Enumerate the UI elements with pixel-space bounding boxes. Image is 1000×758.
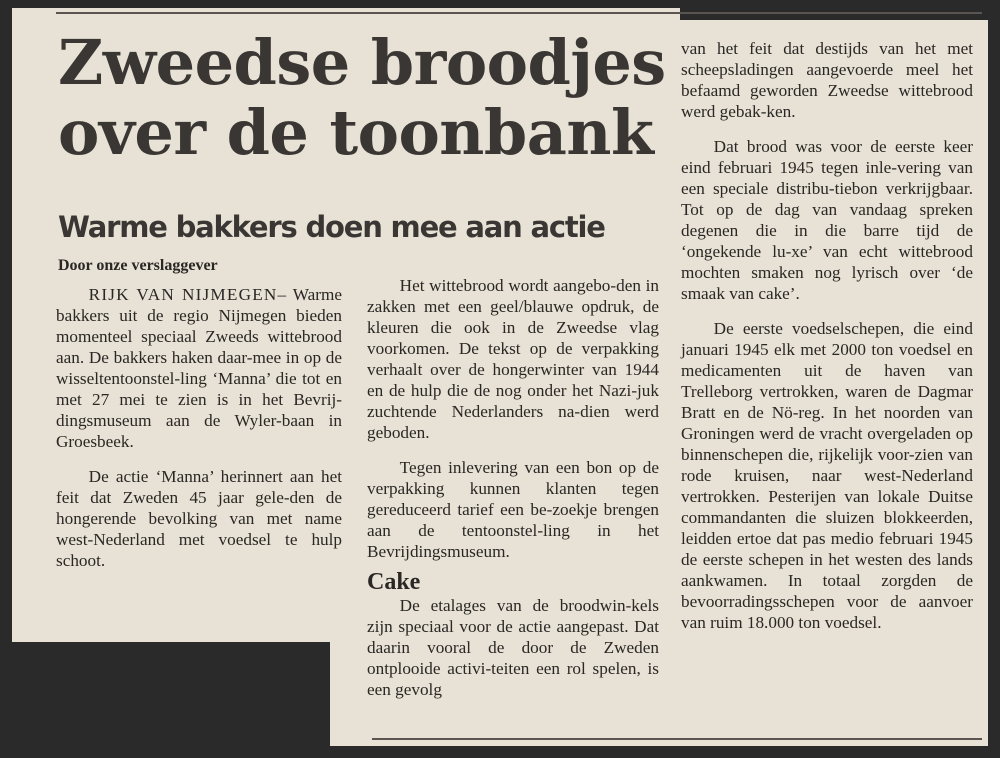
paragraph: van het feit dat destijds van het met scheepsladingen aangevoerde meel het befaamd geworden Zweedse wittebrood werd gebak-ken. (681, 39, 973, 121)
paragraph: Dat brood was voor de eerste keer eind februari 1945 tegen inle-vering van een speciale distribu-tiebon verkrijgbaar. Tot op de dag van vandaag spreken degenen die in die barre tijd de ‘ongekende lu-xe’ van echt wittebrood mochten smaken nog lyrisch over ‘de smaak van cake’. (681, 137, 973, 303)
headline-line-1: Zweedse broodjes (58, 26, 666, 99)
headline-line-2: over de toonbank (58, 96, 654, 169)
paragraph: De eerste voedselschepen, die eind januari 1945 elk met 2000 ton voedsel en medicamenten uit de haven van Trelleborg vertrokken, waren de Dagmar Bratt en de Nö-reg. In het noorden van Groningen werd de vracht overgeladen op binnenschepen die, rijkelijk voor-zien van rode kruisen, naar west-Nederland vertrokken. Pesterijen van lokale Duitse commandanten die sluizen blokkeerden, leidden ertoe dat pas medio februari 1945 de eerste schepen in het westen des lands aankwamen. In totaal zorgden de bevoorradingsschepen voor de aanvoer van ruim 18.000 ton voedsel. (681, 319, 973, 632)
paragraph: De actie ‘Manna’ herinnert aan het feit dat Zweden 45 jaar gele-den de hongerende bevolking van met name west-Nederland met voedsel te hulp schoot. (56, 467, 342, 570)
subheadline: Warme bakkers doen mee aan actie (58, 210, 605, 244)
paragraph-text: Warme bakkers uit de regio Nijmegen bieden momenteel speciaal Zweeds wittebrood aan. De bakkers haken daar-mee in op de wisseltentoonstel-ling ‘Manna’ die tot en met 27 mei te zien is in het Bevrij-dingsmuseum aan de Wyler-baan in Groesbeek. (56, 285, 342, 451)
paragraph: De etalages van de broodwin-kels zijn speciaal voor de actie aangepast. Dat daarin vooral de door de Zweden ontplooide activi-teiten een rol spelen, is een gevolg (367, 596, 659, 699)
paragraph: Tegen inlevering van een bon op de verpakking kunnen klanten tegen gereduceerd tarief een be-zoekje brengen aan de tentoonstel-ling in het Bevrijdingsmuseum. (367, 458, 659, 561)
dateline: RIJK VAN NIJMEGEN– (88, 285, 288, 304)
byline: Door onze verslaggever (58, 257, 218, 274)
article-column-2 (367, 275, 659, 700)
article-column-1 (56, 284, 342, 571)
article-column-3 (681, 38, 973, 633)
section-heading: Cake (367, 569, 421, 595)
paragraph: Het wittebrood wordt aangebo-den in zakken met een geel/blauwe opdruk, de kleuren die ook in de Zweedse vlag voorkomen. De tekst op de verpakking verhaalt over de hongerwinter van 1944 en de hulp die de nog onder het Nazi-juk zuchtende Nederlanders na-dien werd geboden. (367, 276, 659, 442)
headline (58, 28, 666, 168)
top-rule (56, 12, 982, 14)
paragraph (56, 284, 342, 452)
bottom-rule (372, 738, 982, 740)
